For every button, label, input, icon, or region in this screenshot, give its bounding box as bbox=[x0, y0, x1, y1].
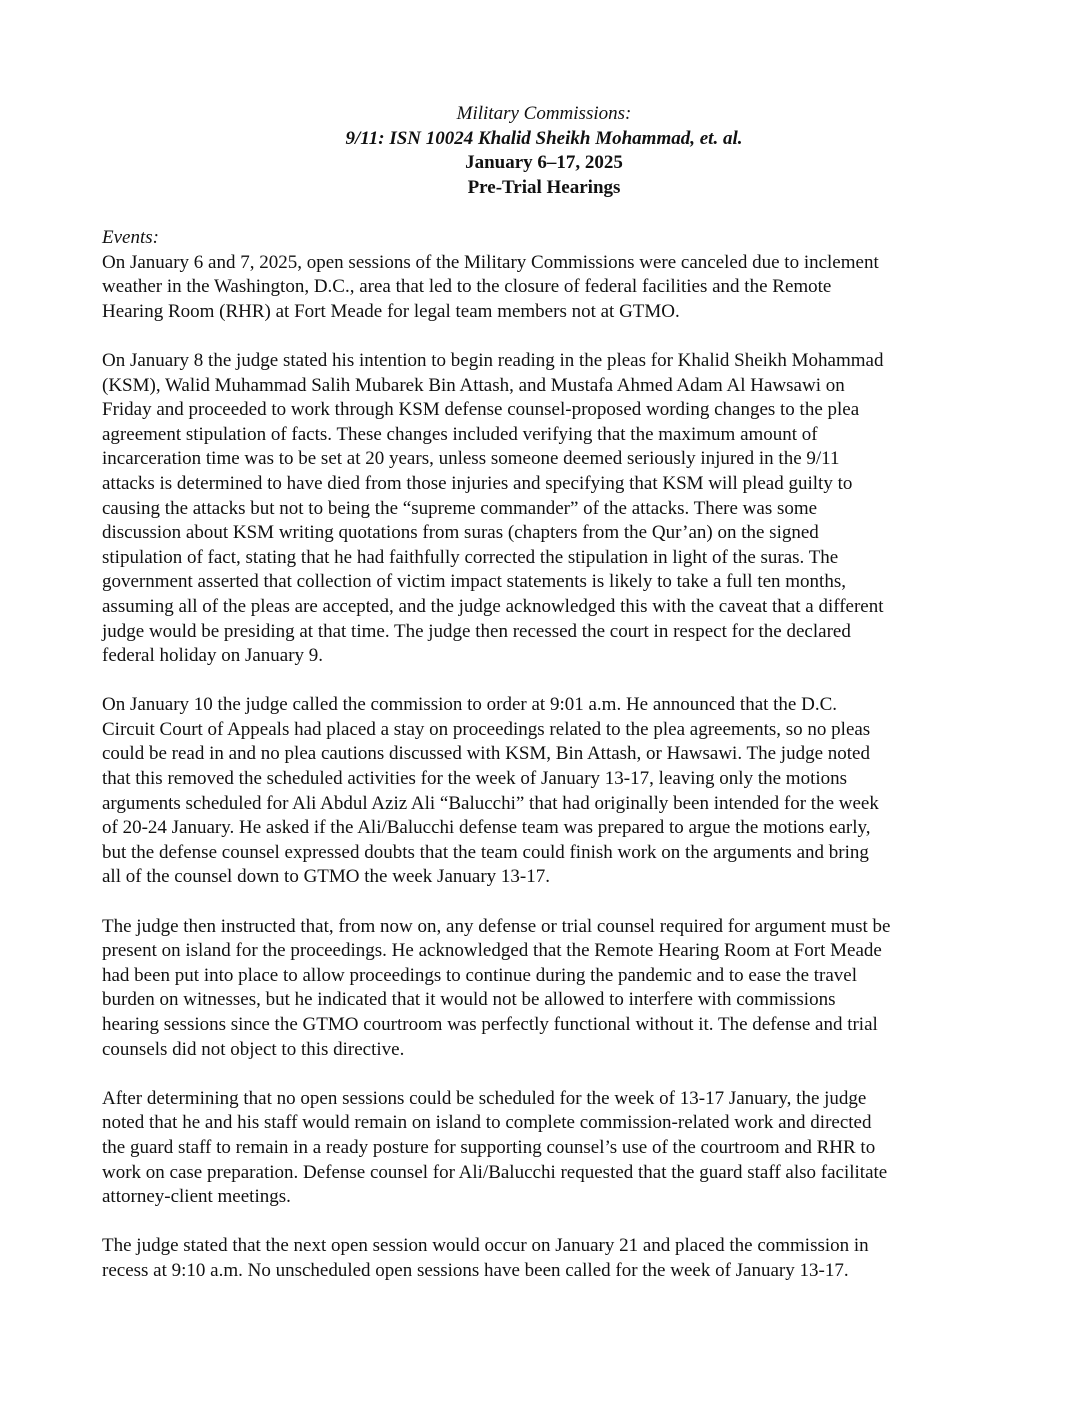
header-date-range: January 6–17, 2025 bbox=[465, 152, 623, 173]
paragraph-line: burden on witnesses, but he indicated that it would not be allowed to interfere with commissions bbox=[102, 989, 836, 1011]
paragraph-january-10 bbox=[102, 693, 1002, 890]
paragraph-line: The judge then instructed that, from now on, any defense or trial counsel required for argument must be bbox=[102, 915, 891, 937]
paragraph-line: counsels did not object to this directive. bbox=[102, 1038, 405, 1060]
paragraph-line: hearing sessions since the GTMO courtroom was perfectly functional without it. The defense and trial bbox=[102, 1014, 878, 1035]
events-label: Events: bbox=[102, 227, 159, 248]
paragraph-line: recess at 9:10 a.m. No unscheduled open sessions have been called for the week of January 13-17. bbox=[102, 1259, 849, 1281]
paragraph-line: federal holiday on January 9. bbox=[102, 645, 324, 667]
paragraph-line: the guard staff to remain in a ready posture for supporting counsel’s use of the courtroom and RHR to bbox=[102, 1136, 876, 1158]
header-category: Military Commissions: bbox=[456, 103, 632, 124]
paragraph-line: assuming all of the pleas are accepted, and the judge acknowledged this with the caveat that a different bbox=[102, 595, 884, 617]
paragraph-line: (KSM), Walid Muhammad Salih Mubarek Bin Attash, and Mustafa Ahmed Adam Al Hawsawi on bbox=[102, 374, 845, 396]
paragraph-line: On January 10 the judge called the commission to order at 9:01 a.m. He announced that the D.C. bbox=[102, 694, 838, 716]
paragraph-line: had been put into place to allow proceedings to continue during the pandemic and to ease the travel bbox=[102, 964, 857, 986]
paragraph-line: judge would be presiding at that time. The judge then recessed the court in respect for the declared bbox=[102, 620, 851, 642]
paragraph-line: agreement stipulation of facts. These changes included verifying that the maximum amount of bbox=[102, 423, 818, 445]
paragraph-january-8 bbox=[102, 349, 1002, 669]
paragraph-line: The judge stated that the next open session would occur on January 21 and placed the commission in bbox=[102, 1235, 869, 1257]
document-body bbox=[102, 226, 1002, 1308]
paragraph-line: weather in the Washington, D.C., area that led to the closure of federal facilities and the Remote bbox=[102, 276, 832, 298]
paragraph-counsel-directive bbox=[102, 915, 1002, 1063]
paragraph-weather-cancellation bbox=[102, 251, 1002, 325]
paragraph-line: of 20-24 January. He asked if the Ali/Balucchi defense team was prepared to argue the motions early, bbox=[102, 817, 871, 839]
paragraph-line: but the defense counsel expressed doubts that the team could finish work on the arguments and bring bbox=[102, 841, 869, 863]
paragraph-line: all of the counsel down to GTMO the week January 13-17. bbox=[102, 866, 550, 888]
paragraph-line: could be read in and no plea cautions discussed with KSM, Bin Attash, or Hawsawi. The judge noted bbox=[102, 743, 870, 765]
paragraph-line: attacks is determined to have died from those injuries and specifying that KSM will plead guilty to bbox=[102, 472, 853, 494]
paragraph-line: causing the attacks but not to being the “supreme commander” of the attacks. There was some bbox=[102, 497, 818, 519]
paragraph-line: arguments scheduled for Ali Abdul Aziz Ali “Balucchi” that had originally been intended for the week bbox=[102, 792, 879, 814]
header-hearing-type: Pre-Trial Hearings bbox=[467, 176, 621, 198]
paragraph-line: that this removed the scheduled activities for the week of January 13-17, leaving only the motions bbox=[102, 768, 848, 790]
header-case-title: 9/11: ISN 10024 Khalid Sheikh Mohammad, et. al. bbox=[345, 127, 743, 149]
paragraph-line: Circuit Court of Appeals had placed a stay on proceedings related to the plea agreements, so no pleas bbox=[102, 718, 871, 740]
paragraph-line: After determining that no open sessions could be scheduled for the week of 13-17 January, the judge bbox=[102, 1087, 867, 1109]
paragraph-line: work on case preparation. Defense counsel for Ali/Balucchi requested that the guard staff also facilitate bbox=[102, 1161, 888, 1183]
paragraph-staff-on-island bbox=[102, 1087, 1002, 1210]
paragraph-line: discussion about KSM writing quotations from suras (chapters from the Qur’an) on the signed bbox=[102, 522, 819, 544]
paragraph-line: attorney-client meetings. bbox=[102, 1186, 291, 1208]
document-header bbox=[0, 102, 1088, 200]
paragraph-line: On January 8 the judge stated his intention to begin reading in the pleas for Khalid Sheikh Mohammad bbox=[102, 349, 884, 371]
paragraph-line: present on island for the proceedings. He acknowledged that the Remote Hearing Room at Fort Meade bbox=[102, 940, 882, 962]
paragraph-line: government asserted that collection of victim impact statements is likely to take a full ten months, bbox=[102, 571, 846, 593]
paragraph-line: noted that he and his staff would remain on island to complete commission-related work and directed bbox=[102, 1112, 872, 1134]
paragraph-next-session bbox=[102, 1234, 1002, 1283]
paragraph-line: stipulation of fact, stating that he had faithfully corrected the stipulation in light of the suras. The bbox=[102, 546, 839, 568]
paragraph-line: incarceration time was to be set at 20 years, unless someone deemed seriously injured in the 9/11 bbox=[102, 448, 840, 470]
paragraph-line: Friday and proceeded to work through KSM defense counsel-proposed wording changes to the plea bbox=[102, 399, 860, 421]
paragraph-line: Hearing Room (RHR) at Fort Meade for legal team members not at GTMO. bbox=[102, 300, 680, 322]
paragraph-line: On January 6 and 7, 2025, open sessions of the Military Commissions were canceled due to inclement bbox=[102, 251, 879, 273]
